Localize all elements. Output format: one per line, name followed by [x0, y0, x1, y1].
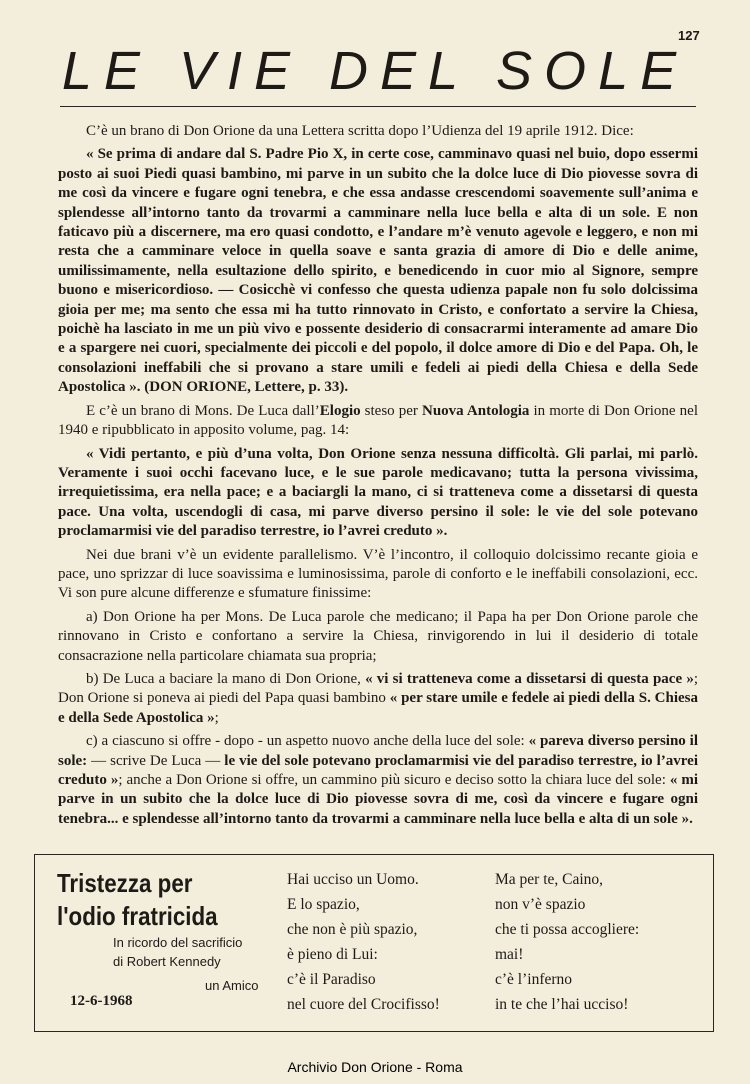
bold-text: le vie del sole potevano proclamarmisi vie del paradiso terrestre, io l’avrei creduto » — [58, 752, 698, 788]
text-run: b) De Luca a baciare la mano di Don Orione, — [86, 670, 366, 687]
poem-line: E lo spazio, — [287, 896, 360, 913]
title-divider — [60, 106, 696, 107]
poem-line: è pieno di Lui: — [287, 946, 378, 963]
poem-line: c’è il Paradiso — [287, 971, 376, 988]
bold-text: « Vidi pertanto, e più d’una volta, Don Orione senza nessuna difficoltà. Gli parlai, mi parlò. Veramente i suoi occhi facevano luce, e le sue parole medicavano; tutta la persona vivissima, irrequietissima, era nella pace; e a baciargli la mano, ci si tratteneva come a dissetarsi di questa pace. Una volta, uscendogli di casa, mi parve diverso persino il sole: le vie del sole potevano proclamarmisi vie del paradiso terrestre, io l’avrei creduto ». — [58, 445, 698, 540]
paragraph — [58, 732, 698, 829]
paragraph — [58, 670, 698, 728]
archive-footer: Archivio Don Orione - Roma — [287, 1059, 463, 1075]
text-run: a) Don Orione ha per Mons. De Luca parole che medicano; il Papa ha per Don Orione parole che rinnovano in Cristo e confortano a servire la Chiesa, rinvigorendo in lui il desiderio di totale consacrazione nella particolare chiamata sua propria; — [58, 608, 698, 664]
poem-line: in te che l’hai ucciso! — [495, 996, 629, 1013]
dedication-line: di Robert Kennedy — [113, 954, 221, 969]
poem-line: mai! — [495, 946, 524, 963]
bold-text: « mi parve in un subito che la dolce luce di Dio piovesse sovra di me, così da vincere e fugare ogni tenebra... e splendesse all’intorno tanto da trovarmi a camminare nella luce bella e alta di un sole ». — [58, 772, 698, 827]
bold-text: « vi si tratteneva come a dissetarsi di questa pace » — [365, 670, 694, 687]
paragraph — [58, 445, 698, 542]
paragraph — [58, 122, 698, 141]
text-run: in morte di Don Orione nel 1940 e ripubblicato in apposito volume, pag. 14: — [58, 402, 698, 439]
poem-box — [34, 854, 714, 1032]
poem-date: 12-6-1968 — [70, 993, 133, 1009]
poem-title — [57, 867, 218, 933]
text-run: Nei due brani v’è un evidente parallelismo. V’è l’incontro, il colloquio dolcissimo recante gioia e pace, uno sprizzar di luce soavissima e luminosissima, parole di conforto e le ineffabili consolazioni, ecc. Vi son pure alcune differenze e sfumature finissime: — [58, 546, 698, 602]
bold-text: Nuova Antologia — [421, 402, 530, 419]
poem-line: non v’è spazio — [495, 896, 586, 913]
poem-line: c’è l’inferno — [495, 971, 573, 988]
poem-line: che ti possa accogliere: — [495, 921, 640, 938]
article-title: LE VIE DEL SOLE — [61, 41, 689, 101]
text-run: ; anche a Don Orione si offre, un cammino più sicuro e deciso sotto la chiara luce del sole: — [118, 772, 670, 788]
bold-text: Elogio — [319, 402, 361, 419]
page-number: 127 — [678, 28, 700, 43]
poem-line: nel cuore del Crocifisso! — [287, 996, 440, 1013]
text-run: — scrive De Luca — — [87, 752, 225, 769]
poem-line: Hai ucciso un Uomo. — [287, 871, 419, 888]
paragraph — [58, 402, 698, 441]
poem-title-line: l'odio fratricida — [57, 901, 218, 931]
text-run: steso per — [360, 402, 422, 419]
poem-column-right — [495, 867, 639, 1017]
poem-title-line: Tristezza per — [57, 868, 193, 898]
poem-line: che non è più spazio, — [287, 921, 418, 938]
poem-column-left — [287, 867, 440, 1017]
poem-dedication — [113, 933, 242, 971]
bold-text: « pareva diverso persino il sole: — [58, 733, 699, 769]
paragraph — [58, 546, 698, 604]
poem-signer: un Amico — [205, 978, 259, 993]
bold-text: « per stare umile e fedele ai piedi della S. Chiesa e della Sede Apostolica » — [58, 690, 699, 726]
paragraph — [58, 608, 698, 666]
bold-text: « Se prima di andare dal S. Padre Pio X, in certe cose, camminavo quasi nel buio, dopo essermi posto ai suoi Piedi quasi bambino, mi parve in un subito che la dolce luce di Dio piovesse sovra di me così da vincere e fugare ogni tenebra, e che essa andasse crescendomi soavemente sull’anima e splendesse all’intorno tanto da trovarmi a camminare nella luce bella e alta di un sole. E non faticavo più a discernere, ma ero quasi condotto, e l’andare m’è venuto agevole e leggero, e non mi resta che a camminare veloce in quella soave e santa grazia di amore di Dio e delle anime, umilissimamente, nella esultazione dello spirito, e benedicendo in cuor mio al Signore, sempre buono e misericordioso. — Cosicchè vi confesso che questa udienza papale non fu solo dolcissima gioia per me; ma sento che essa mi ha tutto rinnovato in Cristo, e confortato a servire la Chiesa, poichè ha lasciato in me un più vivo e possente desiderio di consacrarmi interamente ad amare Dio e a spargere nei cuori, specialmente dei piccoli e del popolo, il dolce amore di Dio e del Papa. Oh, le consolazioni ineffabili che si provano a stare umili e fedeli ai piedi della Chiesa e della Sede Apostolica ». (DON ORIONE, Lettere, p. 33). — [58, 146, 698, 396]
text-run: c) a ciascuno si offre - dopo - un aspetto nuovo anche della luce del sole: — [86, 733, 529, 750]
article-body — [58, 122, 698, 833]
text-run: ; — [214, 709, 219, 726]
paragraph — [58, 145, 698, 397]
text-run: ; Don Orione si poneva ai piedi del Papa quasi bambino — [58, 670, 698, 707]
text-run: E c’è un brano di Mons. De Luca dall’ — [86, 402, 320, 419]
text-run: C’è un brano di Don Orione da una Lettera scritta dopo l’Udienza del 19 aprile 1912. Dice: — [86, 123, 634, 139]
poem-line: Ma per te, Caino, — [495, 871, 604, 888]
dedication-line: In ricordo del sacrificio — [113, 935, 243, 950]
